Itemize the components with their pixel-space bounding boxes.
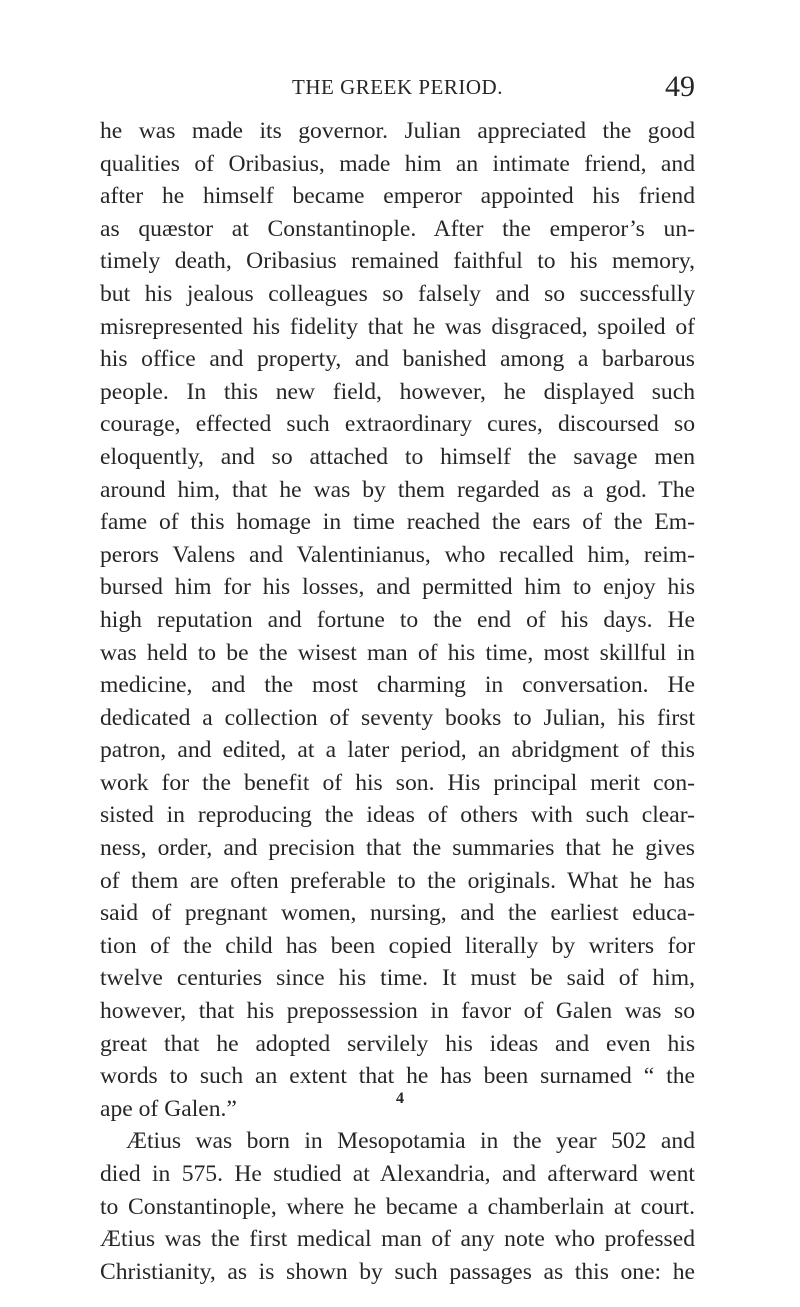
text-line: however, that his prepossession in favor of Galen was so [100,998,695,1025]
text-line: words to such an extent that he has been surnamed “ the [100,1063,695,1090]
text-line: eloquently, and so attached to himself the savage men [100,443,695,470]
text-line: was held to be the wisest man of his time, most skillful in [100,639,695,666]
text-line: ape of Galen.” [100,1095,237,1122]
text-line: twelve centuries since his time. It must be said of him, [100,965,695,992]
text-line: tion of the child has been copied literally by writers for [100,932,695,959]
text-line: misrepresented his fidelity that he was disgraced, spoiled of [100,313,695,340]
text-line: people. In this new field, however, he displayed such [100,378,695,405]
text-line: he was made its governor. Julian appreciated the good [100,118,695,144]
text-line: perors Valens and Valentinianus, who recalled him, reim- [100,541,695,568]
page-number: 49 [665,70,695,103]
text-line: his office and property, and banished among a barbarous [100,346,695,373]
text-line: as quæstor at Constantinople. After the emperor’s un- [100,215,695,242]
running-head [100,70,695,110]
text-line: but his jealous colleagues so falsely and so successfully [100,280,695,307]
text-line: ness, order, and precision that the summaries that he gives [100,835,695,862]
text-line: courage, effected such extraordinary cures, discoursed so [100,411,695,438]
text-line: great that he adopted servilely his ideas and even his [100,1030,695,1057]
text-line: Christianity, as is shown by such passages as this one: he [100,1258,695,1285]
text-line: sisted in reproducing the ideas of others with such clear- [100,802,695,829]
text-line: around him, that he was by them regarded as a god. The [100,476,695,503]
signature-mark: 4 [396,1090,404,1107]
text-line: qualities of Oribasius, made him an intimate friend, and [100,150,695,177]
text-line: high reputation and fortune to the end of his days. He [100,606,695,633]
text-line: after he himself became emperor appointed his friend [100,183,695,210]
text-line: dedicated a collection of seventy books to Julian, his first [100,704,695,731]
text-line: work for the benefit of his son. His principal merit con- [100,769,695,796]
text-line: Ætius was the first medical man of any note who professed [100,1226,695,1253]
text-line: medicine, and the most charming in conversation. He [100,672,695,699]
text-line: bursed him for his losses, and permitted him to enjoy his [100,574,695,601]
text-line: timely death, Oribasius remained faithful to his memory, [100,248,695,275]
running-title: THE GREEK PERIOD. [292,75,503,99]
text-line: Ætius was born in Mesopotamia in the year 502 and [126,1128,695,1155]
text-line: to Constantinople, where he became a chamberlain at court. [100,1193,695,1220]
text-line: of them are often preferable to the originals. What he has [100,867,695,894]
body-text [100,115,695,1288]
text-line: fame of this homage in time reached the ears of the Em- [100,509,695,536]
text-line: said of pregnant women, nursing, and the earliest educa- [100,900,695,927]
text-line: died in 575. He studied at Alexandria, and afterward went [100,1161,695,1187]
text-line: patron, and edited, at a later period, an abridgment of this [100,737,695,764]
